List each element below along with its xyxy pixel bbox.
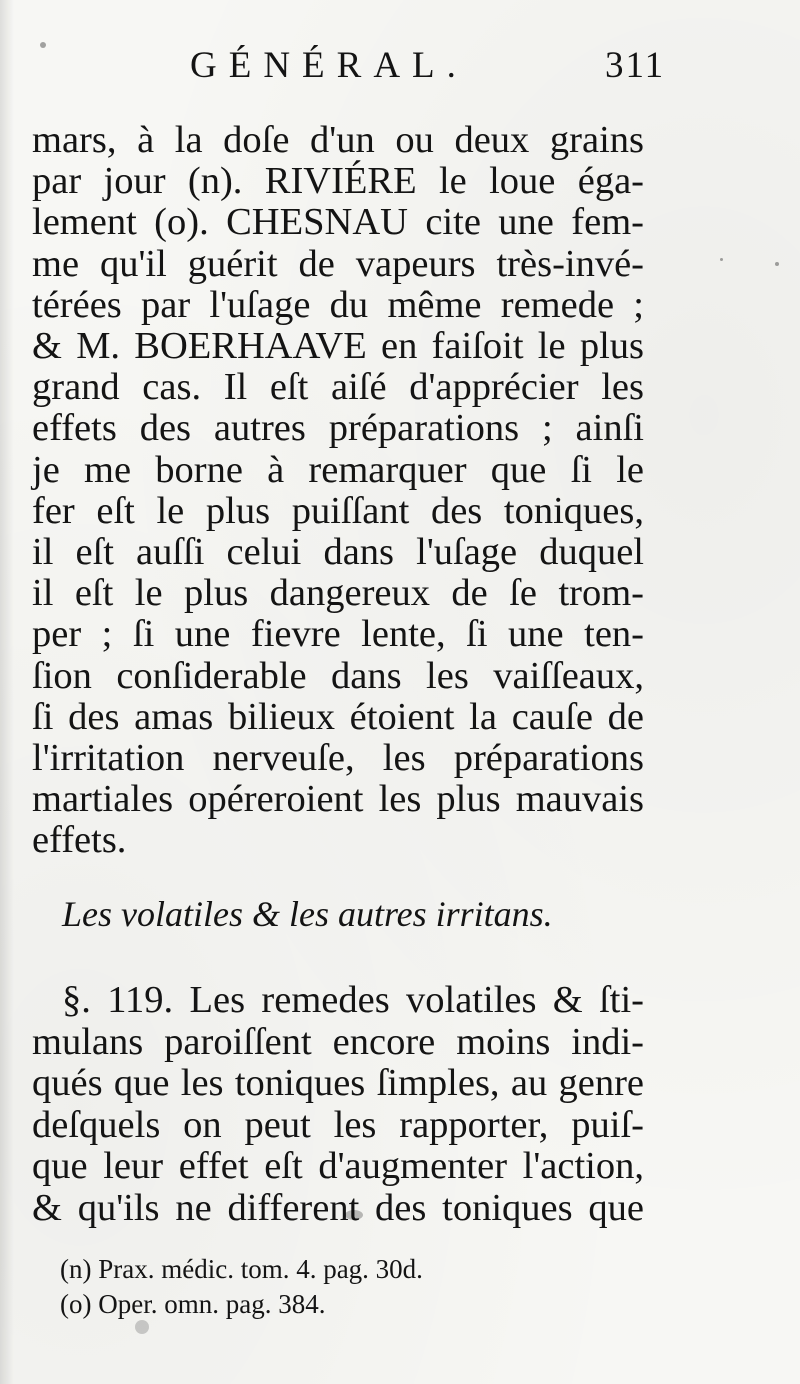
text-line: effets. [32,819,127,862]
text-line: martiales opéreroient les plus mauvais [32,778,644,821]
ink-speck [775,262,779,266]
paragraph-1 [32,120,644,862]
ink-speck [720,258,723,261]
text-line: qués que les toniques ſimples, au genre [32,1062,644,1105]
page-number: 311 [605,45,666,86]
text-line: je me borne à remarquer que ſi le [32,448,644,491]
footnotes [60,1252,600,1322]
text-line: ſi des amas bilieux étoient la cauſe de [32,695,644,738]
text-line: il eſt le plus dangereux de ſe trom- [32,572,644,615]
ink-speck [345,1210,363,1220]
text-line: effets des autres préparations ; ainſi [32,407,644,450]
footnote: (n) Prax. médic. tom. 4. pag. 30d. [60,1254,423,1284]
text-line: il eſt auſſi celui dans l'uſage duquel [32,531,644,574]
text-line: deſquels on peut les rapporter, puiſ- [32,1103,644,1146]
page-gutter-shadow [0,0,14,1384]
text-line: mars, à la doſe d'un ou deux grains [32,119,644,161]
ink-speck [40,42,46,48]
text-line: ſion conſiderable dans les vaiſſeaux, [32,654,644,697]
text-line: §. 119. Les remedes volatiles & ſti- [62,979,644,1021]
text-line: & M. BOERHAAVE en faiſoit le plus [32,325,644,368]
text-line: que leur effet eſt d'augmenter l'action, [32,1145,644,1188]
text-line: lement (o). CHESNAU cite une fem- [32,201,644,244]
text-line: mulans paroiſſent encore moins indi- [32,1020,644,1063]
section-heading: Les volatiles & les autres irritans. [62,894,553,934]
paragraph-2 [32,980,644,1230]
text-line: & qu'ils ne different des toniques que [32,1186,644,1229]
text-line: térées par l'uſage du même remede ; [32,283,644,326]
text-line: per ; ſi une fievre lente, ſi une ten- [32,613,644,656]
footnote: (o) Oper. omn. pag. 384. [60,1289,326,1319]
running-head [30,44,670,94]
text-line: fer eſt le plus puiſſant des toniques, [32,489,644,532]
text-line: l'irritation nerveuſe, les préparations [32,737,644,780]
running-title: GÉNÉRAL. [190,45,468,86]
text-line: grand cas. Il eſt aiſé d'apprécier les [32,366,644,409]
text-line: par jour (n). RIVIÉRE le loue éga- [32,160,644,203]
text-line: me qu'il guérit de vapeurs très-invé- [32,242,644,285]
ink-speck [135,1320,149,1334]
